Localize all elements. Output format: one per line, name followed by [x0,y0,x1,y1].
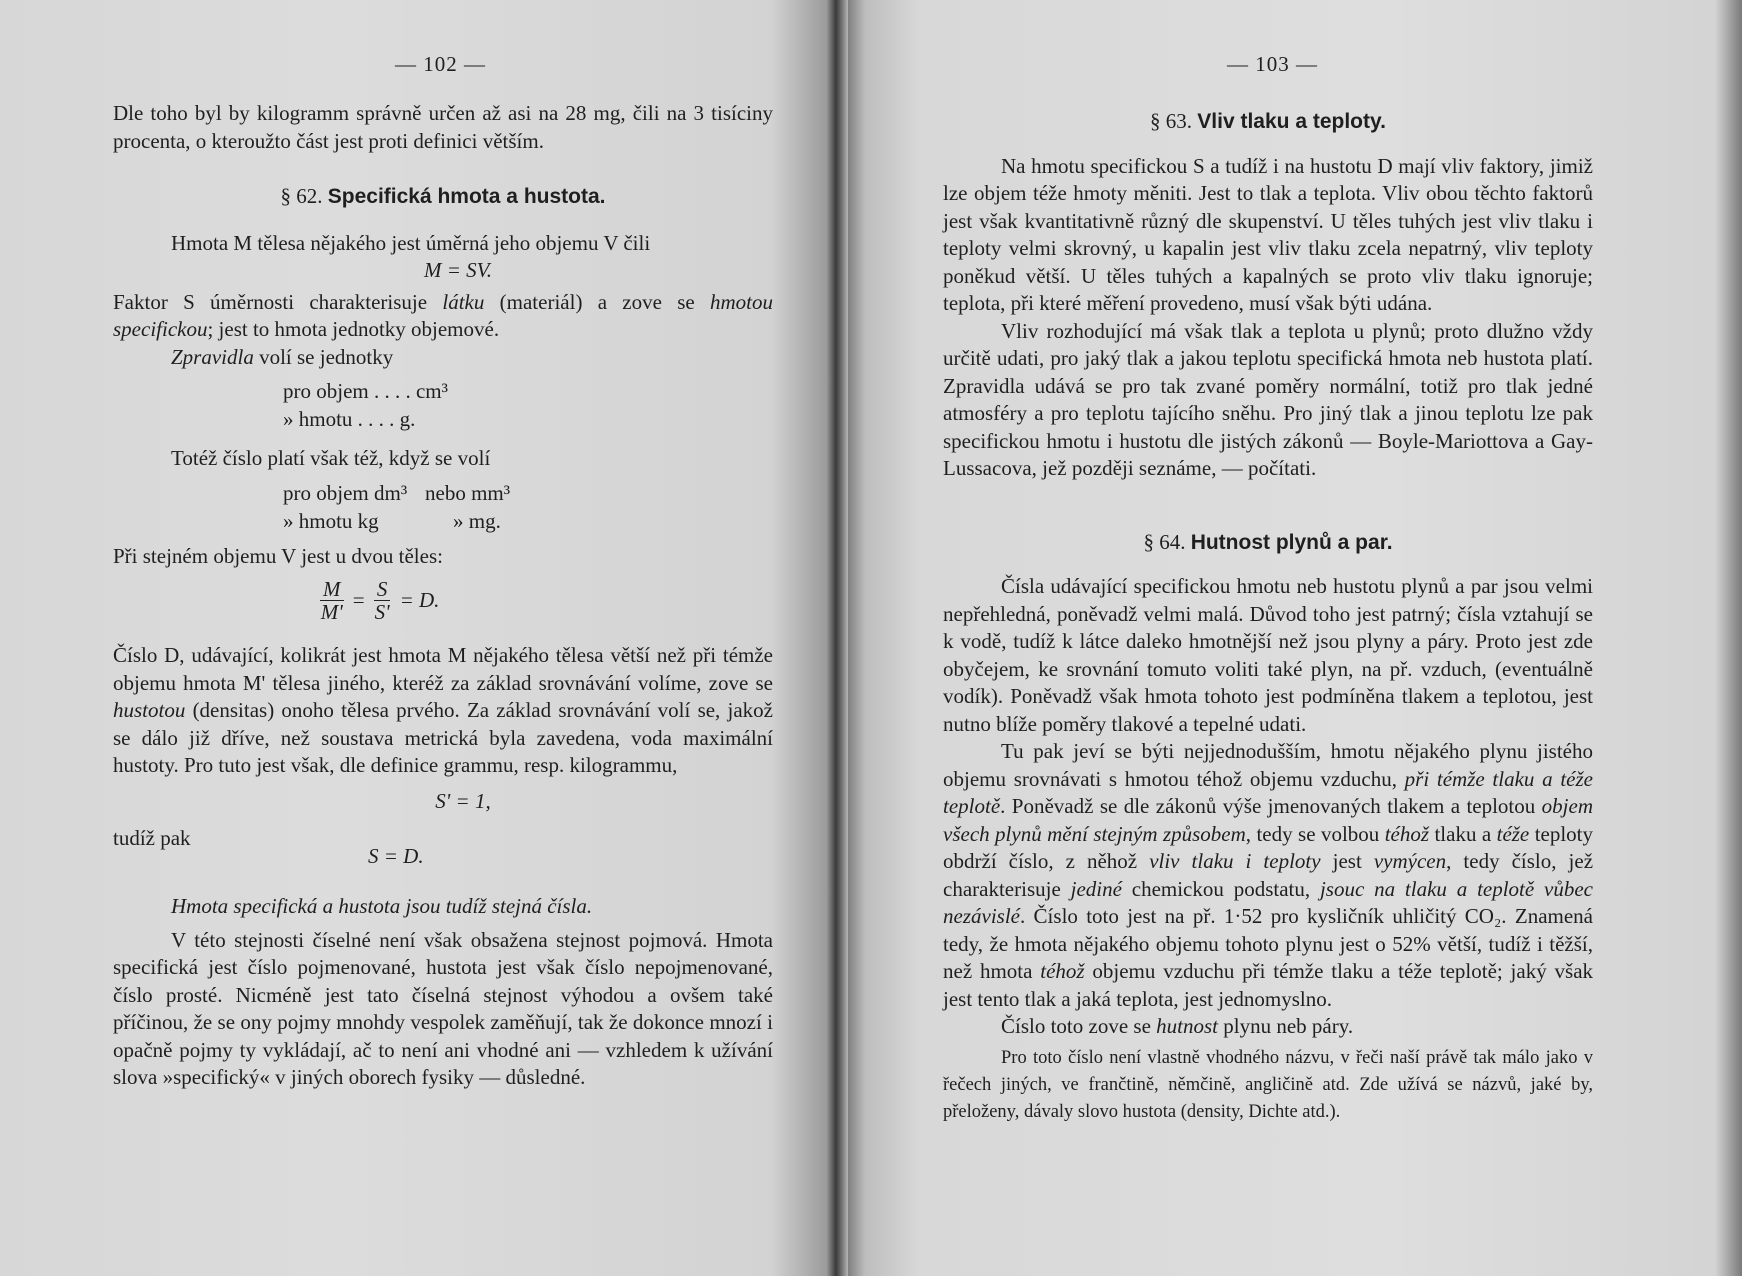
text: Číslo toto zove se [1001,1014,1151,1038]
formula-s1: S' = 1, [435,788,491,813]
text: Tu pak jeví se býti nejjednodušším, hmotu nějakého plynu jistého objemu srovnávati s hmotou téhož objemu vzduchu, [943,739,1593,791]
equals-sign: = [352,587,365,612]
paragraph-zpravidla [113,344,773,372]
emph-hmotou: hmotou specifickou [113,289,774,341]
formula-ratio [113,570,773,632]
section-heading-63 [943,108,1593,136]
page-number-left: — 102 — [395,52,486,76]
section-number: § 63. [1150,109,1193,133]
text: teploty obdrží číslo, z něhož [943,821,1594,873]
emph: téže [1496,821,1530,846]
emph: při témže tlaku a téže teplotě [943,766,1593,818]
emph: vymýcen [1373,849,1447,873]
paragraph-63-1: Na hmotu specifickou S a tudíž i na hustotu D mají vliv faktory, jimiž lze objem téže hmoty měniti. Jest to tlak a teplota. Vliv obou těchto faktorů jest však kvantitativně různý dle skupenství. U těles tuhých jest vliv tlaku i teploty velmi skrovný, u kapalin jest vliv tlaku zcela nepatrný, vliv teploty poněkud větší. U těles tuhých a kapalných se proto vliv tlaku ignoruje; teplota, při které měření provedeno, musí však býti udána. [943,153,1593,315]
section-title: Hutnost plynů a par. [1190,530,1393,554]
fraction-m [320,578,344,623]
emph: objem všech plynů mění stejným způsobem [943,794,1593,846]
text: , tedy číslo, jež charakterisuje [943,849,1594,901]
emph: jsouc na tlaku a teplotě vůbec nezávislé [943,876,1594,928]
paragraph-cislo [113,642,773,780]
paragraph-stejnem: Při stejném objemu V jest u dvou těles: [113,543,443,568]
footnote: Pro toto číslo není vlastně vhodného názvu, v řeči naší právě tak málo jako v řečech jiných, ve frančtině, němčině, angličině atd. Zde užívá se názvů, jaké by, přeloženy, dávaly slovo hustota (density, Dichte atd.). [943,1047,1593,1122]
numerator: S [374,578,391,601]
emph-hutnost: hutnost [1156,1014,1218,1038]
section-heading-64 [943,529,1593,557]
formula-result: = D. [399,587,440,612]
text: jest [1332,849,1362,873]
conclusion: Hmota specifická a hustota jsou tudíž stejná čísla. [171,894,593,918]
formula-row [320,578,439,623]
emph: téhož [1040,959,1085,983]
emph-zpravidla: Zpravidla [171,344,254,369]
text: (materiál) a zove se [499,289,695,314]
paragraph-totez: Totéž číslo platí však též, když se volí [171,446,491,470]
text: Číslo D, udávající, kolikrát jest hmota M nějakého tělesa větší než při témže objemu hmota M' tělesa jiného, kteréž za základ srovnávání volíme, zove se [113,643,773,695]
text: . Poněvadž se dle zákonů výše jmenovaných tlakem a teplotou [1000,794,1536,818]
section-number: § 62. [280,184,323,208]
emph-hustotou: hustotou [113,698,186,722]
tudiz-block [113,815,773,873]
unit-row-3a: pro objem dm³ [283,480,408,505]
formula-msv: M = SV. [423,258,493,282]
text: chemickou podstatu, [1131,876,1311,901]
text: (densitas) onoho tělesa prvého. Za základ srovnávání volí se, jakož se dálo již dříve, než soustava metrická byla zavedena, voda maximální hustoty. Pro tuto jest však, dle definice grammu, resp. kilogrammu, [113,698,774,777]
section-number: § 64. [1143,529,1186,554]
paragraph-64-1: Čísla udávající specifickou hmotu neb hustotu plynů a par jsou velmi nepřehledná, poněvadž velmi malá. Důvod toho jest patrný; čísla vztahují se k vodě, tudíž k látce daleko hmotnější než jsou plyny a páry. Proto jest zde obyčejem, ke srovnání tomuto voliti také plyn, na př. vzduch, (eventuálně vodík). Poněvadž však hmota tohoto jest podmíněna tlakem a teplotou, jest nutno blíže poměry tlakové a tepelné udati. [943,574,1593,736]
numerator: M [320,578,344,601]
text: . Číslo toto jest na př. 1·52 pro kysličník uhličitý CO₂. Znamená tedy, že hmota nějakého objemu tohoto plynu jest o 52% větší, tudíž i těžší, než hmota [943,904,1593,983]
unit-row-3b: nebo mm³ [425,480,511,505]
emph: téhož [1384,821,1430,846]
unit-row-2: » hmotu . . . . g. [283,407,416,431]
formula-sd: S = D. [368,844,424,868]
unit-row-1: pro objem . . . . cm³ [283,379,448,403]
right-page [838,0,1742,1276]
denominator: S' [374,600,390,624]
paragraph-hmota: Hmota M tělesa nějakého jest úměrná jeho objemu V čili [171,230,651,255]
text: ; jest to hmota jednotky objemové. [207,317,500,341]
tudiz-pak: tudíž pak [113,826,191,850]
units-block-1 [113,371,773,439]
paragraph-64-2 [943,738,1593,1013]
text: tlaku a [1434,821,1492,846]
section-heading-62 [113,183,773,211]
paragraph-faktor [113,289,773,344]
denominator: M' [320,600,343,624]
emph: vliv tlaku i teploty [1149,849,1321,873]
text: , tedy se volbou [1245,821,1380,846]
text: plynu neb páry. [1223,1014,1354,1038]
paragraph-final: V této stejnosti číselné není však obsažena stejnost pojmová. Hmota specifická jest číslo pojmenované, hustota jest však číslo nepojmenované, číslo prosté. Nicméně jest tato číselná stejnost výhodou a ovšem také příčinou, že se ony pojmy mnohdy vespolek zaměňují, tak že dokonce mnozí i opačně pojmy ty vykládají, ač to není ani vhodné ani — vzhledem k užívání slova »specifický« v jiných oborech fysiky — důsledné. [113,927,773,1089]
left-column [113,100,773,1092]
text: objemu vzduchu při témže tlaku a téže teplotě; jaký však jest tento tlak a jaká teplota, jest jednomyslno. [943,959,1594,1011]
book-gutter [826,0,848,1276]
paragraph-64-3 [943,1013,1593,1041]
unit-row-4b: » mg. [453,508,501,533]
section-title: Vliv tlaku a teploty. [1197,110,1386,133]
emph: jediné [1070,876,1122,901]
unit-row-4a: » hmotu kg [283,508,379,533]
fraction-s [374,578,391,623]
emph-latku: látku [442,289,485,314]
page-number-right: — 103 — [1227,52,1318,76]
text: volí se jednotky [259,344,394,369]
left-page [0,0,838,1276]
paragraph-intro: Dle toho byl by kilogramm správně určen až asi na 28 mg, čili na 3 tisíciny procenta, o kteroužto část jest proti definici větším. [113,101,773,153]
section-title: Specifická hmota a hustota. [327,185,606,208]
text: Faktor S úměrnosti charakterisuje [113,289,428,314]
right-column [943,108,1593,1126]
paragraph-63-2: Vliv rozhodující má však tlak a teplota u plynů; proto dlužno vždy určitě udati, pro jaký tlak a jakou teplotu specifická hmota neb hustota platí. Zpravidla udává se pro tak zvané poměry normální, totiž pro tlak jedné atmosféry a pro teplotu tajícího sněhu. Pro jiný tlak a jinou teplotu lze pak specifickou hmotu i hustotu dle jistých zákonů — Boyle-Mariottova a Gay-Lussacova, jež později seznáme, — počítati. [943,318,1593,480]
units-block-2 [113,473,773,541]
